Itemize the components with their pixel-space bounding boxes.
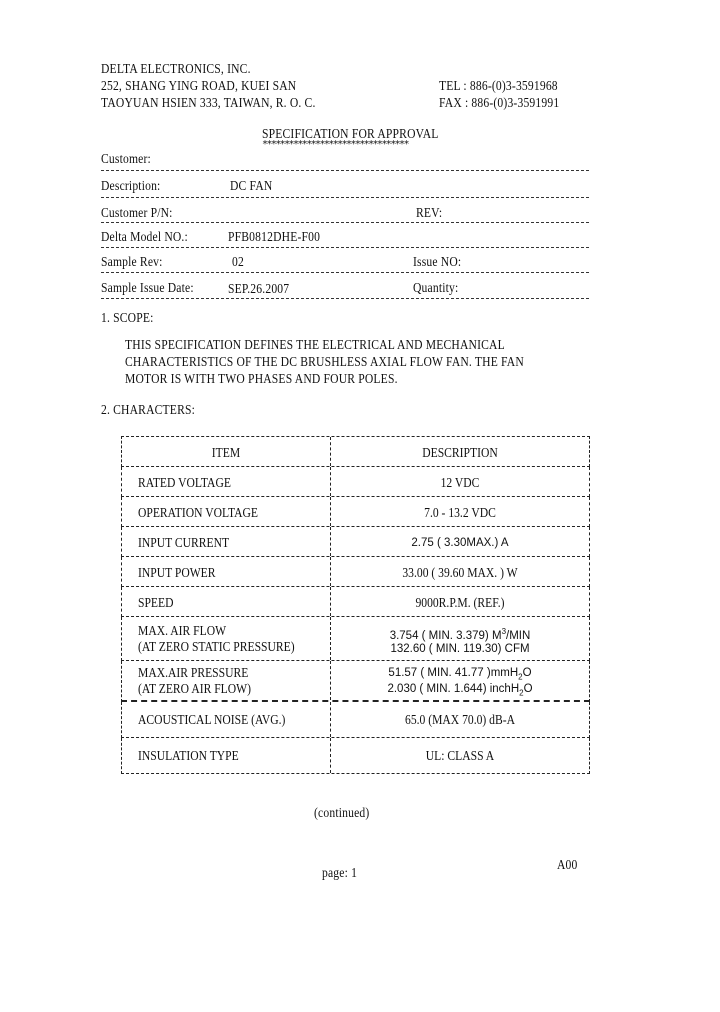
sample-rev-value: 02 [232,254,244,269]
model-value: PFB0812DHE-F00 [228,229,321,244]
sample-rev-label: Sample Rev: [101,254,163,269]
scope-line: MOTOR IS WITH TWO PHASES AND FOUR POLES. [125,371,398,386]
table-row [121,738,590,774]
divider [101,298,589,299]
divider [101,247,589,248]
revision-code: A00 [557,857,578,872]
description-cell: 51.57 ( MIN. 41.77 )mmH$_2$O [388,667,532,682]
table-header-row [121,436,590,467]
item-cell: RATED VOLTAGE [138,475,231,490]
document-title: SPECIFICATION FOR APPROVAL [262,126,439,141]
scope-heading: 1. SCOPE: [101,310,154,325]
description-label: Description: [101,178,161,193]
column-header-item: ITEM [211,445,241,460]
item-cell: MAX.AIR PRESSURE [138,665,249,680]
scope-line: CHARACTERISTICS OF THE DC BRUSHLESS AXIAL FLOW FAN. THE FAN [125,354,524,369]
item-cell: OPERATION VOLTAGE [138,505,259,520]
characters-heading: 2. CHARACTERS: [101,402,196,417]
characteristics-table [121,436,590,774]
address-line-2: TAOYUAN HSIEN 333, TAIWAN, R. O. C. [101,95,316,110]
description-cell: 2.030 ( MIN. 1.644) inchH$_2$O [387,683,533,698]
customer-label: Customer: [101,151,151,166]
item-cell-subtext: (AT ZERO AIR FLOW) [138,681,251,696]
table-row [121,617,590,661]
description-cell: UL: CLASS A [425,748,495,763]
description-cell: 65.0 (MAX 70.0) dB-A [405,712,515,727]
description-cell: 7.0 - 13.2 VDC [424,505,496,520]
item-cell: MAX. AIR FLOW [138,623,227,638]
item-cell: INSULATION TYPE [138,748,239,763]
description-cell: 12 VDC [440,475,480,490]
table-row [121,661,590,702]
description-cell: 3.754 ( MIN. 3.379) $M^3$/MIN [389,627,531,642]
sample-issue-date-value: SEP.26.2007 [228,281,290,296]
continued-note: (continued) [314,805,370,820]
table-row [121,497,590,527]
model-label: Delta Model NO.: [101,229,188,244]
table-row [121,702,590,738]
description-cell: 9000R.P.M. (REF.) [415,595,505,610]
divider [101,222,589,223]
description-cell: 132.60 ( MIN. 119.30) CFM [390,643,530,655]
divider [101,272,589,273]
item-cell: INPUT POWER [138,565,216,580]
issue-no-label: Issue NO: [413,254,462,269]
description-value: DC FAN [230,178,273,193]
page-number: page: 1 [322,865,358,880]
table-row [121,587,590,617]
description-cell: 33.00 ( 39.60 MAX. ) W [402,565,518,580]
item-cell: SPEED [138,595,174,610]
description-cell: 2.75 ( 3.30MAX.) A [411,537,509,549]
telephone: TEL : 886-(0)3-3591968 [439,78,558,93]
sample-issue-date-label: Sample Issue Date: [101,280,194,295]
company-name: DELTA ELECTRONICS, INC. [101,61,251,76]
divider [101,170,589,171]
item-cell-subtext: (AT ZERO STATIC PRESSURE) [138,639,295,654]
table-row [121,527,590,557]
table-row [121,467,590,497]
item-cell: INPUT CURRENT [138,535,230,550]
title-underline: ********************************* [262,139,408,150]
address-line-1: 252, SHANG YING ROAD, KUEI SAN [101,78,297,93]
quantity-label: Quantity: [413,280,459,295]
item-cell: ACOUSTICAL NOISE (AVG.) [138,712,286,727]
customer-pn-label: Customer P/N: [101,205,173,220]
scope-line: THIS SPECIFICATION DEFINES THE ELECTRICAL AND MECHANICAL [125,337,505,352]
rev-label: REV: [416,205,443,220]
fax: FAX : 886-(0)3-3591991 [439,95,560,110]
divider [101,197,589,198]
column-header-description: DESCRIPTION [422,445,498,460]
table-row [121,557,590,587]
